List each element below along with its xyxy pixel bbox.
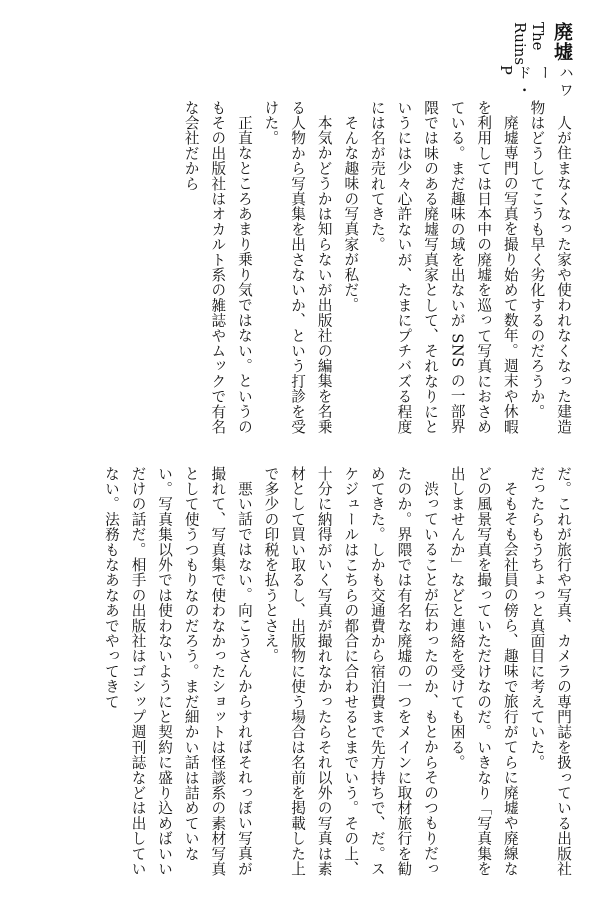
- paragraph-continued: だ。これが旅行や写真、カメラの専門誌を扱っている出版社だったらもうちょっと真面目に考えていた。: [528, 466, 572, 877]
- paragraph: 正直なところあまり乗り気ではない。というのもその出版社はオカルト系の雑誌やムックで有名な会社だから: [182, 100, 253, 435]
- lower-tier: [36, 466, 576, 881]
- upper-tier: [177, 22, 576, 437]
- paragraph: そもそも会社員の傍ら、趣味で旅行がてらに廃墟や廃線などの風景写真を撮っていただけなのだ。いきなり「写真集を出しませんか」などと連絡を受けても困る。: [448, 466, 519, 877]
- paragraph: 悪い話ではない。向こうさんからすればそれっぽい写真が撮れて、写真集で使わなかったショットは怪談系の素材写真として使うつもりなのだろう。まだ細かい話は詰めていない。写真集以外では使わないようにと契約に盛り込めばいいだけの話だ。相手の出版社はゴシップ週刊誌などは出していない。法務もなあなあでやってきて: [102, 466, 253, 877]
- page-title: 廃墟: [551, 22, 573, 62]
- paragraph: 渋っていることが伝わったのか、もとからそのつもりだったのか。界隈では有名な廃墟の一つをメインに取材旅行を勧めてきた。しかも交通費から宿泊費まで先方持ちで、だ。スケジュールはこちらの都合に合わせるとまでいう。その上、十分に納得がいく写真が撮れなかったらそれ以外の写真は素材として買い取るし、出版物に使う場合は名前を掲載した上で多少の印税を払うとさえ。: [262, 466, 440, 877]
- upper-text: [177, 100, 576, 437]
- paragraph: 人が住まなくなった家や使われなくなった建造物はどうしてこうも早く劣化するのだろうか。: [528, 100, 572, 434]
- author-name: ハワード・P: [497, 65, 573, 101]
- paragraph: 廃墟専門の写真を撮り始めて数年。週末や休暇を利用しては日本中の廃墟を巡って写真におさめている。まだ趣味の域を出ないが SNS の一部界隈では味のある廃墟写真家として、それなりにというには少々心許ないが、たまにプチバズる程度には名が売れてきた。: [368, 100, 519, 435]
- paragraph: 本気かどうかは知らないが出版社の編集を名乗る人物から写真集を出さないか、という打診を受けた。: [262, 100, 333, 435]
- paragraph: そんな趣味の写真家が私だ。: [342, 114, 360, 313]
- title-block: [203, 22, 576, 65]
- page-title-english: The Ruins: [511, 22, 547, 66]
